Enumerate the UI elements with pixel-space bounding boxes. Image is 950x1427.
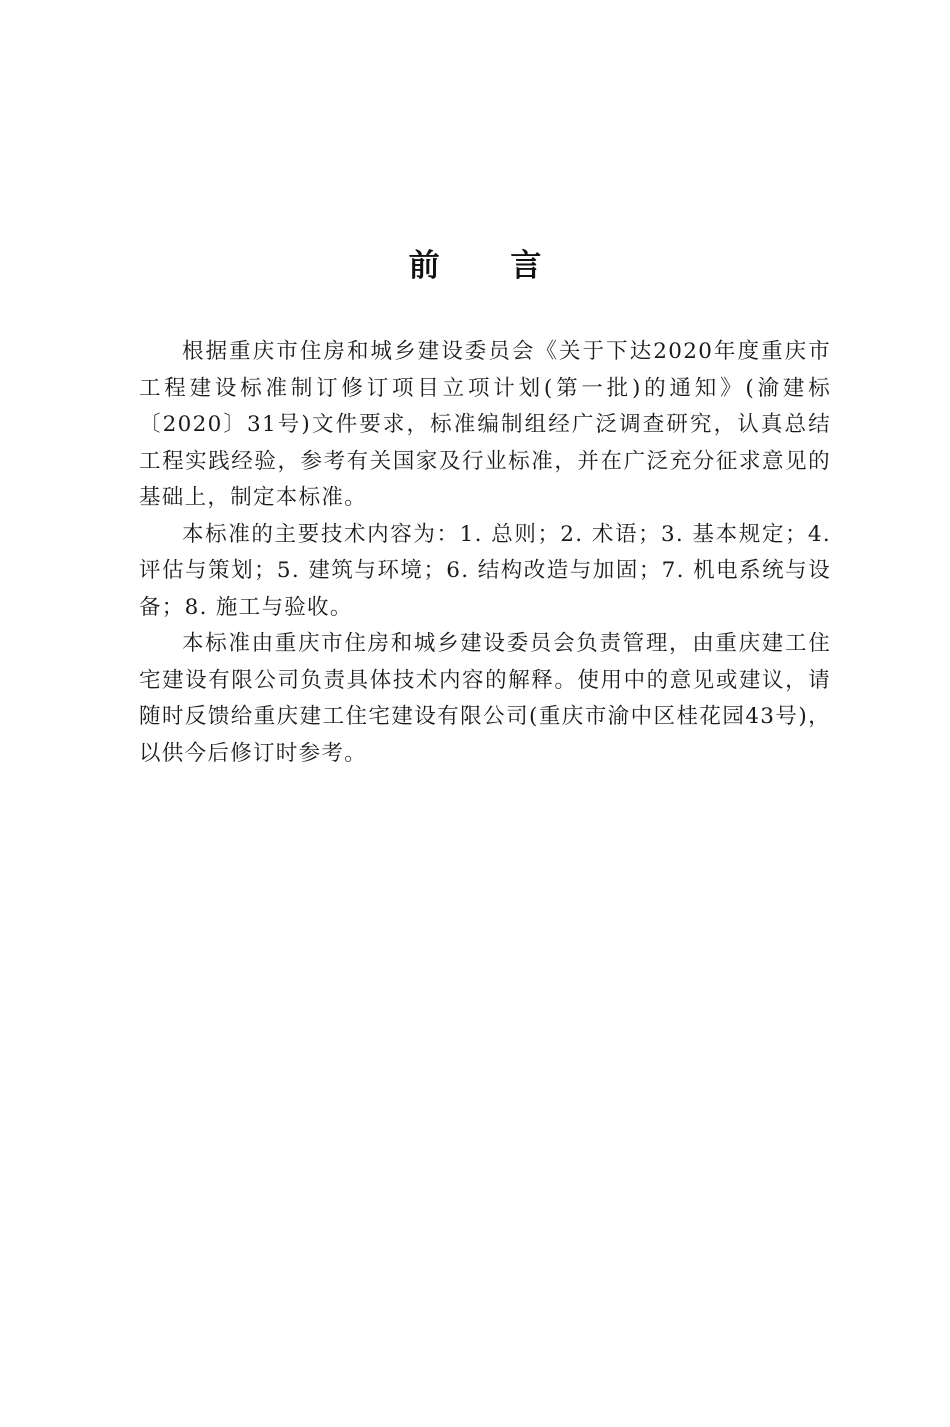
preface-body [139, 334, 831, 772]
page-title: 前 言 [408, 248, 572, 284]
paragraph-contents: 本标准的主要技术内容为：1. 总则；2. 术语；3. 基本规定；4. 评估与策划；5. 建筑与环境；6. 结构改造与加固；7. 机电系统与设备；8. 施工与验收。 [139, 521, 831, 620]
paragraph-management: 本标准由重庆市住房和城乡建设委员会负责管理，由重庆建工住宅建设有限公司负责具体技术内容的解释。使用中的意见或建议，请随时反馈给重庆建工住宅建设有限公司(重庆市渝中区桂花园43号)，以供今后修订时参考。 [139, 631, 831, 766]
paragraph-basis: 根据重庆市住房和城乡建设委员会《关于下达2020年度重庆市工程建设标准制订修订项目立项计划(第一批)的通知》(渝建标〔2020〕31号)文件要求，标准编制组经广泛调查研究，认真总结工程实践经验，参考有关国家及行业标准，并在广泛充分征求意见的基础上，制定本标准。 [139, 339, 831, 510]
